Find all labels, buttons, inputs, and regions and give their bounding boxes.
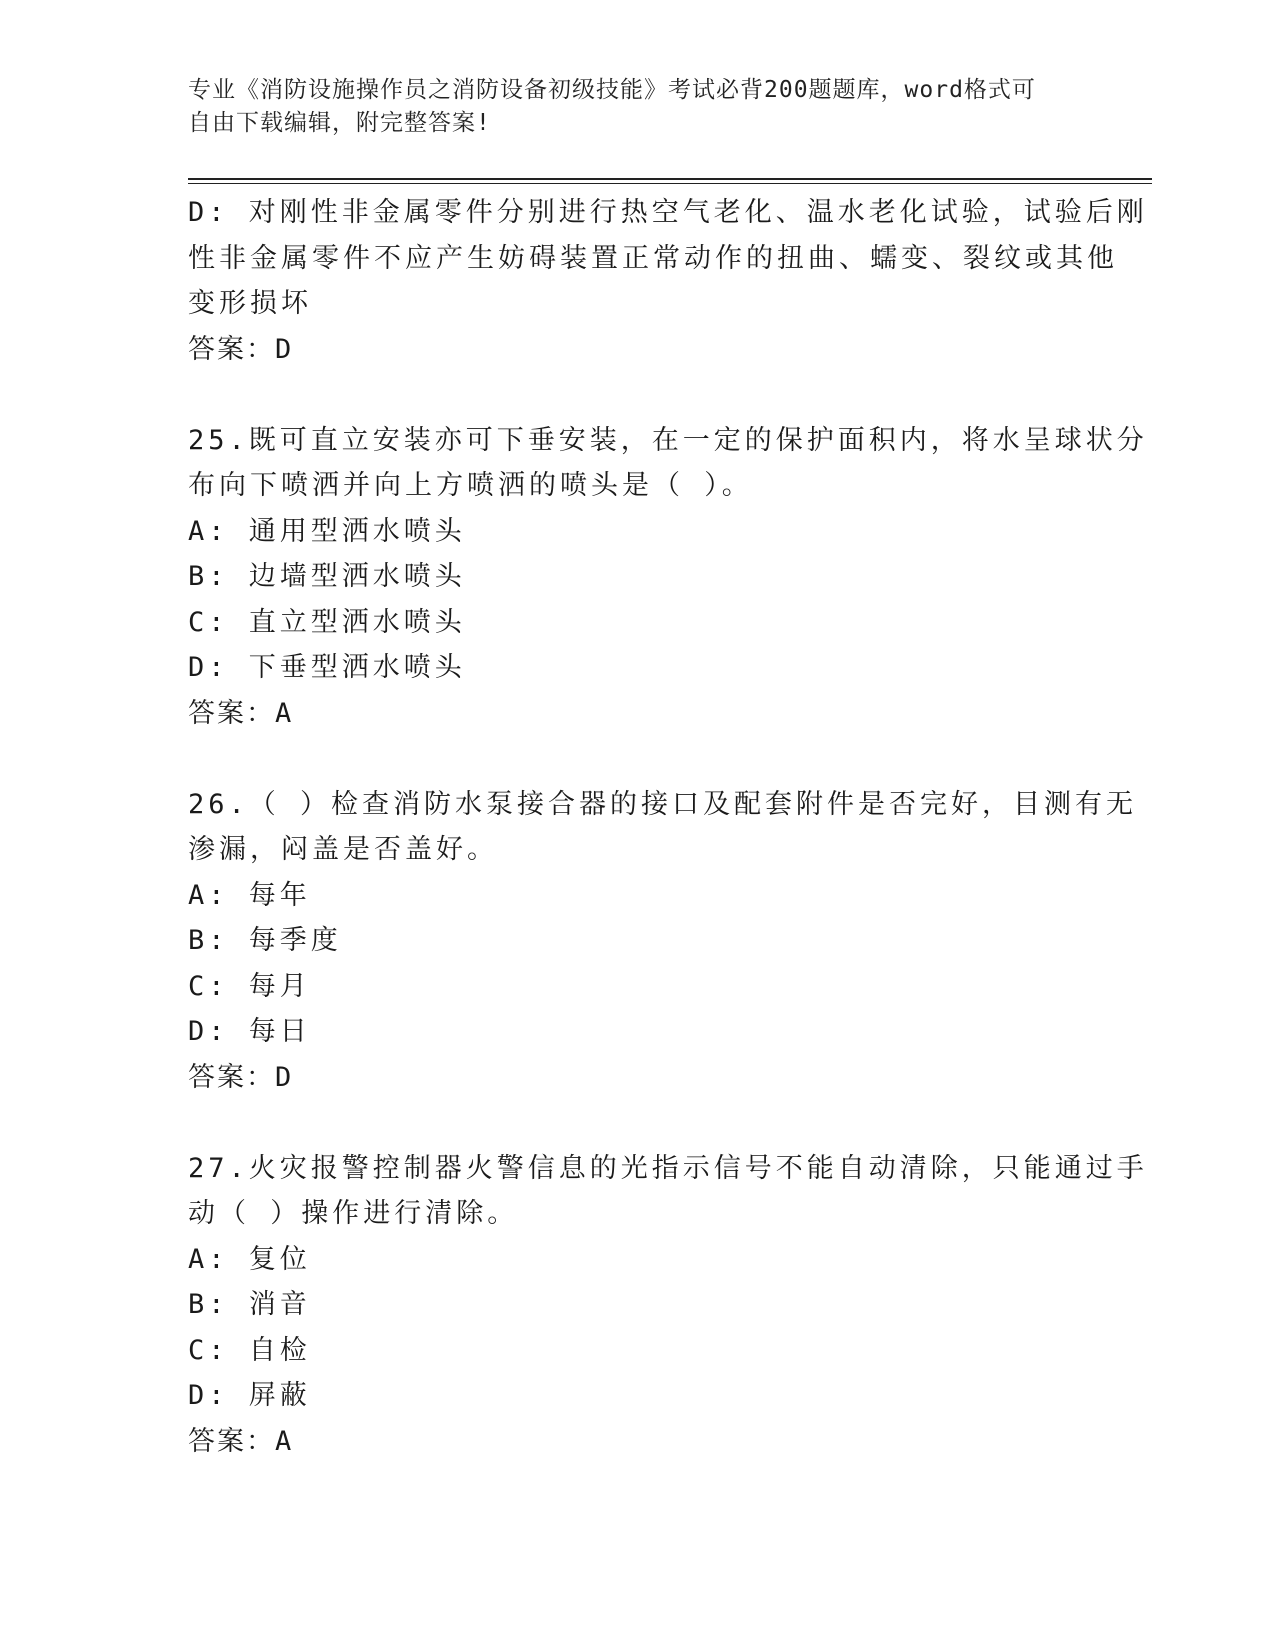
option-c: C: 每月 [188, 970, 311, 1002]
option-d: D: 下垂型洒水喷头 [188, 652, 466, 683]
question-stem-line: 布向下喷洒并向上方喷洒的喷头是（ ）。 [188, 470, 753, 501]
option-a: A: 复位 [188, 1243, 311, 1275]
question-stem-line: 26.（ ）检查消防水泵接合器的接口及配套附件是否完好，目测有无 [188, 788, 1138, 820]
header-divider-thin [188, 183, 1152, 184]
spacer [188, 1100, 1088, 1146]
option-d: D: 每日 [188, 1016, 311, 1047]
spacer [188, 736, 1088, 782]
question-27 [188, 1146, 1148, 1465]
question-25 [188, 418, 1148, 737]
spacer [188, 372, 1088, 418]
option-c: C: 自检 [188, 1334, 311, 1366]
previous-question-tail [188, 190, 1148, 372]
question-26 [188, 782, 1138, 1101]
question-stem-line: 动（ ）操作进行清除。 [188, 1198, 519, 1229]
answer-line: 答案：D [188, 1061, 294, 1093]
document-header [188, 74, 1088, 140]
question-stem-line: 27.火灾报警控制器火警信息的光指示信号不能自动清除，只能通过手 [188, 1152, 1148, 1184]
header-divider-thick [188, 178, 1152, 180]
question-stem-line: 25.既可直立安装亦可下垂安装，在一定的保护面积内，将水呈球状分 [188, 424, 1148, 456]
question-stem-line: 渗漏，闷盖是否盖好。 [188, 834, 498, 865]
answer-line: 答案：A [188, 1425, 294, 1457]
answer-line: 答案：D [188, 333, 294, 365]
option-a: A: 每年 [188, 879, 311, 911]
option-b: B: 边墙型洒水喷头 [188, 561, 466, 592]
option-b: B: 消音 [188, 1289, 311, 1320]
option-b: B: 每季度 [188, 925, 342, 956]
answer-line: 答案：A [188, 697, 294, 729]
option-d-line: 变形损坏 [188, 288, 312, 319]
option-d-line: 性非金属零件不应产生妨碍装置正常动作的扭曲、蠕变、裂纹或其他 [188, 242, 1118, 274]
header-line-2: 自由下载编辑，附完整答案! [188, 110, 491, 136]
question-content [188, 190, 1148, 1464]
header-line-1: 专业《消防设施操作员之消防设备初级技能》考试必背200题题库，word格式可 [188, 77, 1036, 103]
option-d: D: 屏蔽 [188, 1380, 311, 1411]
option-d-line: D: 对刚性非金属零件分别进行热空气老化、温水老化试验，试验后刚 [188, 197, 1148, 228]
option-a: A: 通用型洒水喷头 [188, 515, 466, 547]
option-c: C: 直立型洒水喷头 [188, 606, 466, 638]
